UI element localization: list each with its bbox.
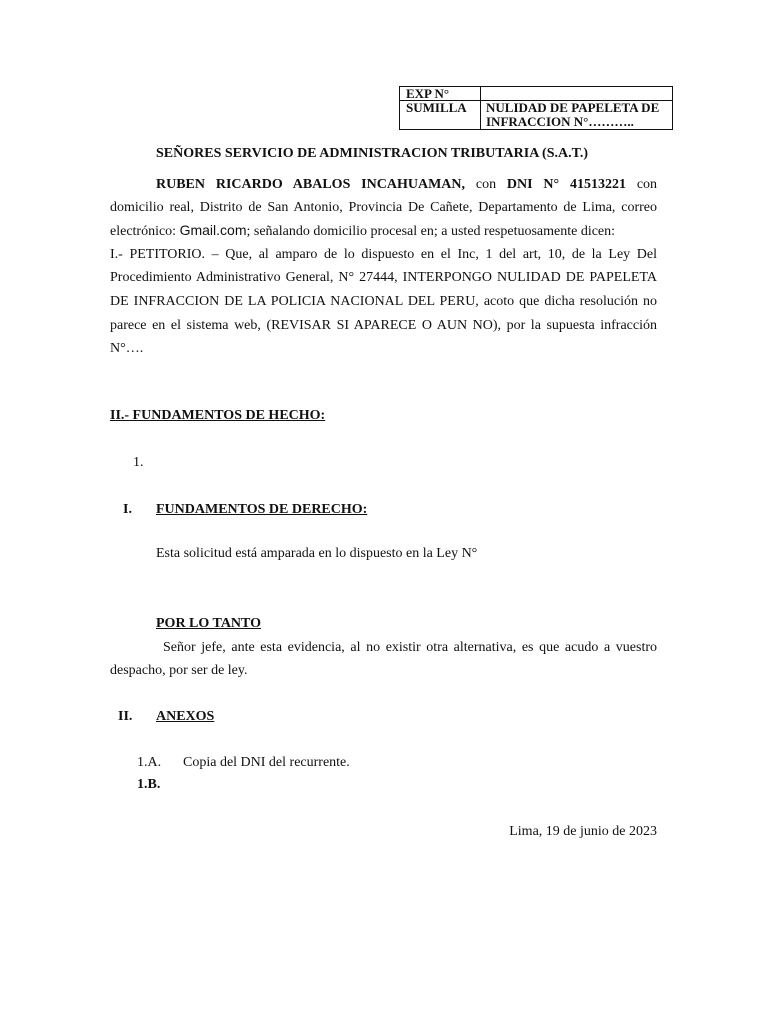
fundamentos-hecho-heading: II.- FUNDAMENTOS DE HECHO: xyxy=(110,408,326,423)
petitorio-line-2: Procedimiento Administrativo General, N° 27444, INTERPONGO NULIDAD DE PAPELETA xyxy=(110,270,657,285)
petitorio-line-3: DE INFRACCION DE LA POLICIA NACIONAL DEL PERU, acoto que dicha resolución no xyxy=(110,294,657,309)
intro-email: Gmail.com xyxy=(179,222,247,238)
petitioner-name: RUBEN RICARDO ABALOS INCAHUAMAN, xyxy=(156,177,466,192)
fundamentos-derecho-heading: FUNDAMENTOS DE DERECHO: xyxy=(156,502,368,517)
anexos-heading: ANEXOS xyxy=(156,709,215,724)
por-lo-tanto-line-1: Señor jefe, ante esta evidencia, al no existir otra alternativa, es que acudo a vuestro xyxy=(163,640,657,655)
petitioner-dni: DNI N° 41513221 xyxy=(506,177,626,192)
table-divider-vertical xyxy=(480,87,481,129)
sumilla-value-line2: INFRACCION N°……….. xyxy=(486,114,634,129)
anexo-item-2-num: 1.B. xyxy=(137,777,161,792)
intro-line-1 xyxy=(156,173,657,196)
petitorio-line-5: N°…. xyxy=(110,341,144,356)
sumilla-label: SUMILLA xyxy=(406,100,467,115)
fundamentos-hecho-item-1: 1. xyxy=(133,455,144,470)
intro-con-2: con xyxy=(636,177,658,192)
petitorio-line-1: I.- PETITORIO. – Que, al amparo de lo dispuesto en el Inc, 1 del art, 10, de la Ley Del xyxy=(110,247,657,262)
sumilla-value-line1: NULIDAD DE PAPELETA DE xyxy=(486,100,660,115)
anexos-numeral: II. xyxy=(118,709,133,724)
exp-label: EXP N° xyxy=(406,86,450,101)
intro-email-prefix: electrónico: xyxy=(110,224,177,239)
por-lo-tanto-heading: POR LO TANTO xyxy=(156,616,262,631)
closing-date: Lima, 19 de junio de 2023 xyxy=(509,824,657,839)
fundamentos-derecho-text: Esta solicitud está amparada en lo dispuesto en la Ley N° xyxy=(156,546,478,561)
petitorio-line-4: parece en el sistema web, (REVISAR SI APARECE O AUN NO), por la supuesta infracción xyxy=(110,318,657,333)
intro-line-2: domicilio real, Distrito de San Antonio, Provincia De Cañete, Departamento de Lima, correo xyxy=(110,200,657,215)
por-lo-tanto-line-2: despacho, por ser de ley. xyxy=(110,663,248,678)
intro-line-3-suffix: ; señalando domicilio procesal en; a usted respetuosamente dicen: xyxy=(246,224,616,239)
intro-line-3 xyxy=(110,219,657,243)
header-table xyxy=(399,86,673,130)
anexo-item-1-num: 1.A. xyxy=(137,755,162,770)
fundamentos-derecho-numeral: I. xyxy=(123,502,132,517)
anexo-item-1-text: Copia del DNI del recurrente. xyxy=(183,755,350,770)
addressee: SEÑORES SERVICIO DE ADMINISTRACION TRIBUTARIA (S.A.T.) xyxy=(156,146,589,161)
intro-con: con xyxy=(475,177,497,192)
